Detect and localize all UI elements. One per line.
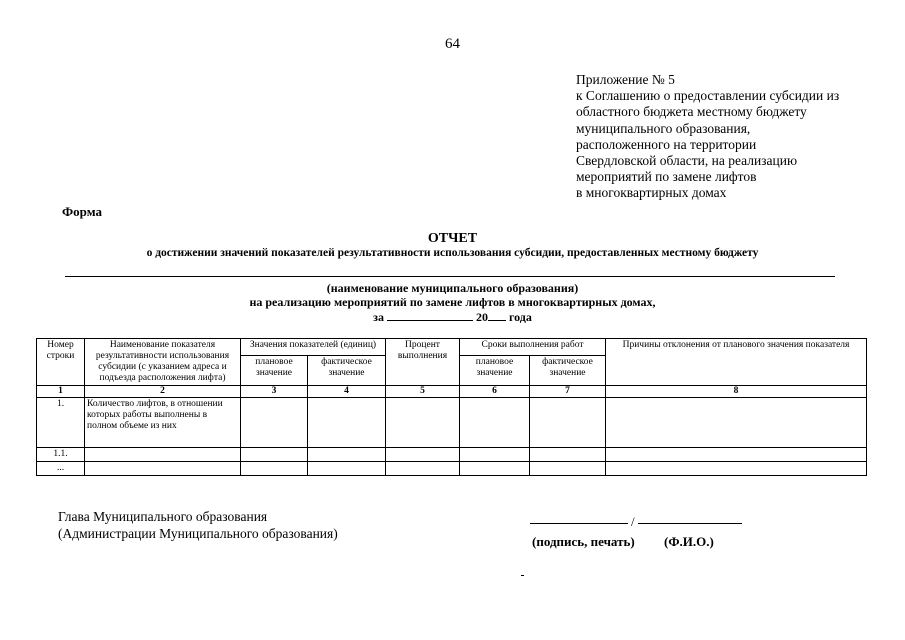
cell-terms-actual[interactable]: [530, 398, 606, 448]
signatory-block: [58, 508, 338, 542]
header-percent: Процент выполнения: [386, 339, 460, 386]
column-number: 3: [241, 386, 308, 398]
header-indicator: Наименование показателя результативности использования субсидии (с указанием адреса и подъезда расположения лифта): [85, 339, 241, 386]
header-row: [37, 339, 867, 356]
table-row: [37, 448, 867, 462]
form-label: Форма: [62, 204, 102, 219]
period-prefix: за: [373, 310, 384, 324]
row-number: 1.: [37, 398, 85, 448]
column-number: 6: [460, 386, 530, 398]
appendix-line: областного бюджета местному бюджету: [576, 104, 807, 120]
header-terms-planned: плановое значение: [460, 355, 530, 385]
column-number: 8: [606, 386, 867, 398]
table-row: [37, 398, 867, 448]
page-number: 64: [445, 36, 460, 52]
cell-percent[interactable]: [386, 398, 460, 448]
column-number: 1: [37, 386, 85, 398]
municipality-label: (наименование муниципального образования): [326, 281, 579, 295]
cell-terms-planned[interactable]: [460, 398, 530, 448]
signature-caption: (подпись, печать): [532, 534, 635, 549]
header-terms-actual: фактическое значение: [530, 355, 606, 385]
report-subtitle: о достижении значений показателей результативности использования субсидии, предоставленных местному бюджету: [146, 247, 759, 259]
row-indicator: Количество лифтов, в отношении которых работы выполнены в полном объеме из них: [85, 398, 241, 448]
cell-terms-actual[interactable]: [530, 448, 606, 462]
signatory-subtitle: (Администрации Муниципального образования): [58, 526, 338, 541]
header-values-actual: фактическое значение: [308, 355, 386, 385]
row-indicator[interactable]: [85, 462, 241, 476]
column-number-row: [37, 386, 867, 398]
table-row: [37, 462, 867, 476]
appendix-line: к Соглашению о предоставлении субсидии из: [576, 88, 840, 104]
column-number: 5: [386, 386, 460, 398]
header-terms: Сроки выполнения работ: [460, 339, 606, 356]
cell-terms-planned[interactable]: [460, 462, 530, 476]
period-suffix: года: [508, 310, 532, 324]
appendix-line: в многоквартирных домах: [576, 185, 727, 201]
cell-values-actual[interactable]: [308, 398, 386, 448]
report-table: [36, 338, 867, 476]
header-values-planned: плановое значение: [241, 355, 308, 385]
appendix-note: [576, 72, 839, 202]
row-number: 1.1.: [37, 448, 85, 462]
cell-reasons[interactable]: [606, 462, 867, 476]
cell-terms-planned[interactable]: [460, 448, 530, 462]
column-number: 2: [85, 386, 241, 398]
cell-values-actual[interactable]: [308, 462, 386, 476]
cell-percent[interactable]: [386, 462, 460, 476]
cell-values-actual[interactable]: [308, 448, 386, 462]
appendix-line: Приложение № 5: [576, 72, 675, 87]
row-indicator[interactable]: [85, 448, 241, 462]
column-number: 7: [530, 386, 606, 398]
period-blank: [387, 309, 473, 321]
name-caption: (Ф.И.О.): [664, 534, 714, 549]
appendix-line: Свердловской области, на реализацию: [576, 153, 798, 169]
signature-slash: /: [631, 514, 635, 529]
cell-values-planned[interactable]: [241, 448, 308, 462]
period-line: [0, 309, 905, 325]
name-line: [638, 523, 742, 524]
appendix-line: мероприятий по замене лифтов: [576, 169, 757, 185]
cell-terms-actual[interactable]: [530, 462, 606, 476]
cell-reasons[interactable]: [606, 398, 867, 448]
row-number: ...: [37, 462, 85, 476]
cell-percent[interactable]: [386, 448, 460, 462]
project-line: на реализацию мероприятий по замене лифтов в многоквартирных домах,: [249, 295, 656, 309]
cell-values-planned[interactable]: [241, 462, 308, 476]
scan-mark: [521, 575, 524, 576]
report-title: ОТЧЕТ: [427, 231, 478, 246]
header-reasons: Причины отклонения от планового значения показателя: [606, 339, 867, 386]
signatory-title: Глава Муниципального образования: [58, 509, 268, 524]
column-number: 4: [308, 386, 386, 398]
signature-line: [530, 523, 628, 524]
header-row-num: Номер строки: [37, 339, 85, 386]
header-values: Значения показателей (единиц): [241, 339, 386, 356]
appendix-line: муниципального образования,: [576, 120, 751, 136]
municipality-name-line: [65, 276, 835, 277]
cell-values-planned[interactable]: [241, 398, 308, 448]
period-year-blank: [488, 309, 506, 321]
cell-reasons[interactable]: [606, 448, 867, 462]
period-year: 20: [475, 310, 488, 324]
appendix-line: расположенного на территории: [576, 136, 757, 152]
